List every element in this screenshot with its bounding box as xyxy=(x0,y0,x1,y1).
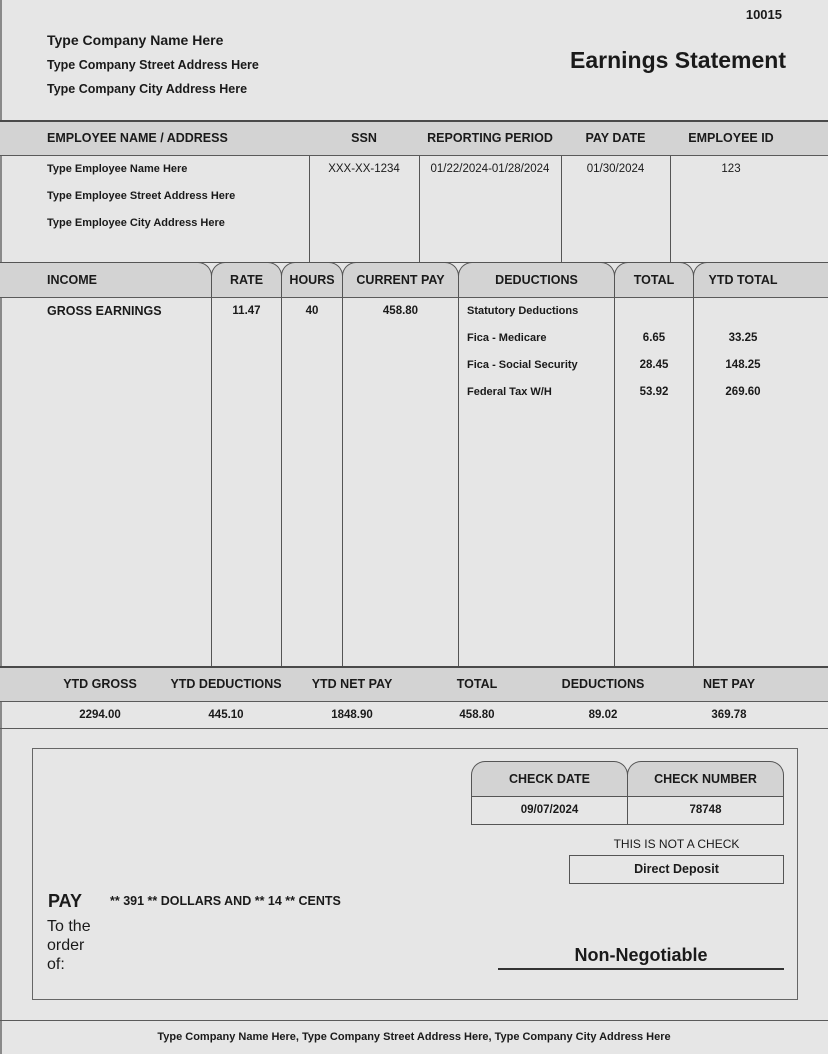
divider xyxy=(0,728,828,729)
summary-header: YTD DEDUCTIONS xyxy=(170,677,282,691)
deduction-label: Federal Tax W/H xyxy=(467,386,552,398)
summary-header: TOTAL xyxy=(456,677,498,691)
header-pay-date: PAY DATE xyxy=(585,131,646,145)
footer-company-address: Type Company Name Here, Type Company Street Address Here, Type Company City Address Here xyxy=(157,1031,671,1043)
hours-value: 40 xyxy=(305,305,319,317)
header-hours: HOURS xyxy=(289,273,335,287)
check-date-label: CHECK DATE xyxy=(508,772,591,786)
check-date-value: 09/07/2024 xyxy=(520,804,579,816)
divider xyxy=(0,666,828,668)
header-income: INCOME xyxy=(47,273,97,287)
divider xyxy=(0,155,828,156)
deduction-total: 53.92 xyxy=(639,386,669,398)
employee-name: Type Employee Name Here xyxy=(47,163,188,175)
rate-value: 11.47 xyxy=(232,305,261,317)
not-a-check-notice: THIS IS NOT A CHECK xyxy=(613,837,740,851)
employee-city: Type Employee City Address Here xyxy=(47,217,225,229)
header-ytd-total: YTD TOTAL xyxy=(708,273,778,287)
company-street: Type Company Street Address Here xyxy=(47,58,259,72)
summary-value: 445.10 xyxy=(208,709,244,721)
divider xyxy=(0,120,828,122)
non-negotiable-label: Non-Negotiable xyxy=(574,945,708,965)
summary-header: YTD NET PAY xyxy=(311,677,393,691)
deduction-total: 6.65 xyxy=(642,332,666,344)
deduction-total: 28.45 xyxy=(639,359,669,371)
summary-header: DEDUCTIONS xyxy=(561,677,645,691)
signature-line xyxy=(498,968,784,970)
order-line: order xyxy=(47,937,85,954)
pay-date-value: 01/30/2024 xyxy=(586,163,645,175)
divider xyxy=(281,298,282,667)
deduction-label: Fica - Medicare xyxy=(467,332,547,344)
deduction-ytd: 33.25 xyxy=(728,332,758,344)
header-reporting-period: REPORTING PERIOD xyxy=(427,131,553,145)
document-number: 10015 xyxy=(745,7,782,22)
company-city: Type Company City Address Here xyxy=(47,82,248,96)
summary-value: 2294.00 xyxy=(79,709,121,721)
pay-label: PAY xyxy=(48,891,83,911)
divider xyxy=(342,298,343,667)
order-line: To the xyxy=(47,918,91,935)
order-line: of: xyxy=(47,956,65,973)
summary-header: YTD GROSS xyxy=(63,677,137,691)
header-rate: RATE xyxy=(229,273,264,287)
company-name: Type Company Name Here xyxy=(47,32,224,48)
divider xyxy=(693,298,694,667)
ssn-value: XXX-XX-1234 xyxy=(328,163,400,175)
page-left-edge xyxy=(0,0,2,1054)
check-number-value: 78748 xyxy=(689,804,722,816)
summary-value: 458.80 xyxy=(459,709,495,721)
check-number-label: CHECK NUMBER xyxy=(654,772,757,786)
summary-value: 1848.90 xyxy=(331,709,373,721)
employee-street: Type Employee Street Address Here xyxy=(47,190,236,202)
header-total: TOTAL xyxy=(633,273,675,287)
divider xyxy=(0,701,828,702)
header-current-pay: CURRENT PAY xyxy=(356,273,445,287)
reporting-period-value: 01/22/2024-01/28/2024 xyxy=(430,163,550,175)
page-title: Earnings Statement xyxy=(570,47,786,73)
income-label: GROSS EARNINGS xyxy=(47,304,162,318)
employee-id-value: 123 xyxy=(721,163,741,175)
summary-value: 89.02 xyxy=(588,709,618,721)
current-pay-value: 458.80 xyxy=(382,305,419,317)
pay-to-order-of xyxy=(47,917,91,974)
amount-in-words: ** 391 ** DOLLARS AND ** 14 ** CENTS xyxy=(110,894,341,908)
divider xyxy=(614,298,615,667)
deposit-type: Direct Deposit xyxy=(634,862,719,876)
header-deductions: DEDUCTIONS xyxy=(495,273,578,287)
divider xyxy=(0,1020,828,1021)
header-employee-id: EMPLOYEE ID xyxy=(688,131,774,145)
deduction-ytd: 269.60 xyxy=(725,386,761,398)
header-employee-name: EMPLOYEE NAME / ADDRESS xyxy=(47,131,228,145)
summary-value: 369.78 xyxy=(711,709,747,721)
summary-header: NET PAY xyxy=(702,677,756,691)
divider xyxy=(0,297,828,298)
tab-income xyxy=(0,262,212,298)
deductions-title: Statutory Deductions xyxy=(467,305,579,317)
deduction-ytd: 148.25 xyxy=(725,359,761,371)
divider xyxy=(458,298,459,667)
divider xyxy=(211,298,212,667)
header-ssn: SSN xyxy=(351,131,377,145)
deduction-label: Fica - Social Security xyxy=(467,359,578,371)
